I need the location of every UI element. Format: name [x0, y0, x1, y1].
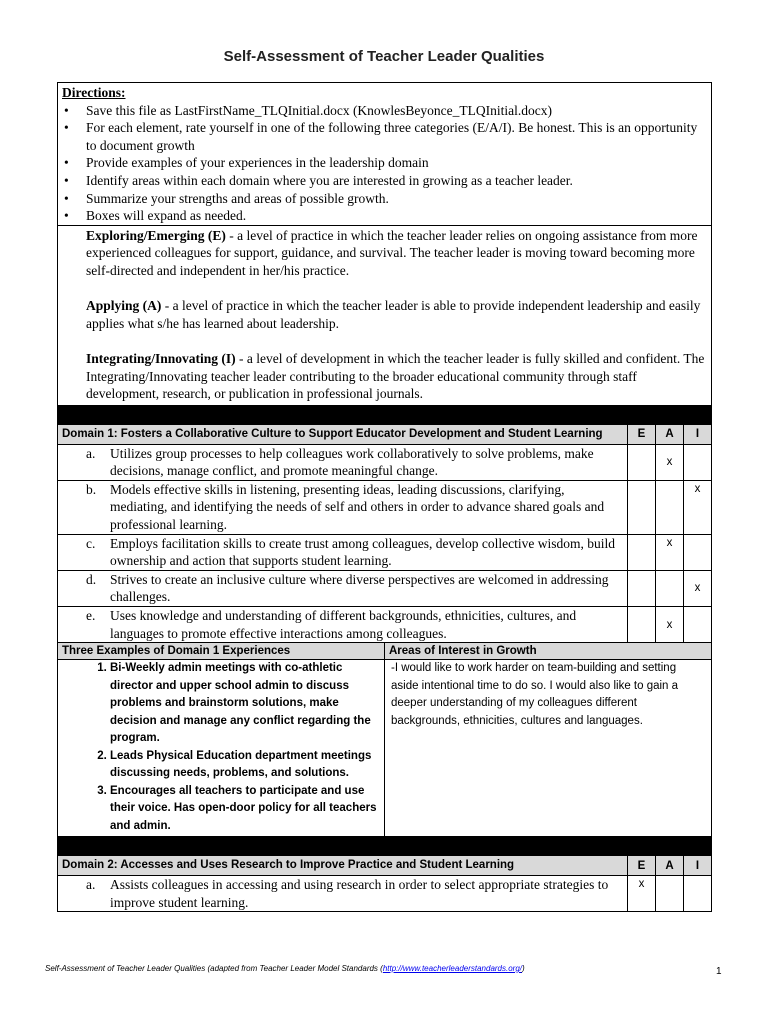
- column-i-header: I: [684, 424, 712, 444]
- domain1-item-b: b. Models effective skills in listening, presenting ideas, leading discussions, clarifying, mediating, and identifying the needs of self and others in order to advance shared goals and professional learning. x: [58, 480, 712, 534]
- rating-i-cell[interactable]: x: [684, 480, 712, 534]
- rating-e-cell[interactable]: x: [628, 876, 656, 912]
- directions-bullet: • Boxes will expand as needed.: [62, 207, 707, 225]
- rating-i-cell[interactable]: [684, 444, 712, 480]
- directions-row: [58, 83, 712, 226]
- column-a-header: A: [656, 856, 684, 876]
- domain2-title: Domain 2: Accesses and Uses Research to Improve Practice and Student Learning: [58, 856, 628, 876]
- assessment-table: [57, 82, 712, 912]
- example-item: 2. Leads Physical Education department meetings discussing needs, problems, and solutions.: [110, 748, 380, 783]
- directions-bullet: • Provide examples of your experiences in the leadership domain: [62, 154, 707, 172]
- domain1-title: Domain 1: Fosters a Collaborative Culture to Support Educator Development and Student Learning: [58, 424, 628, 444]
- definition-exploring: Exploring/Emerging (E) - a level of practice in which the teacher leader relies on ongoing assistance from more experienced colleagues for support, guidance, and survival. The teacher leader is moving toward becoming more self-directed and independent in her/his practice.: [86, 227, 698, 278]
- directions-list: [62, 102, 707, 225]
- directions-bullet: • Identify areas within each domain where you are interested in growing as a teacher leader.: [62, 172, 707, 190]
- example-item: 1. Bi-Weekly admin meetings with co-athletic director and upper school admin to discuss problems and brainstorm solutions, make decision and manage any conflict regarding the program.: [110, 660, 380, 748]
- domain1-item-c: c. Employs facilitation skills to create trust among colleagues, develop collective wisdom, build ownership and action that supports student learning. x: [58, 534, 712, 570]
- domain1-item-e: e. Uses knowledge and understanding of different backgrounds, ethnicities, cultures, and languages to promote effective interactions among colleagues. x: [58, 607, 712, 643]
- rating-e-cell[interactable]: [628, 534, 656, 570]
- separator-bar: [58, 837, 712, 856]
- rating-e-cell[interactable]: [628, 607, 656, 643]
- rating-i-cell[interactable]: x: [684, 570, 712, 606]
- definition-applying: Applying (A) - a level of practice in which the teacher leader is able to provide independent leadership and easily applies what s/he has learned about leadership.: [86, 298, 701, 331]
- domain1-item-d: d. Strives to create an inclusive culture where diverse perspectives are welcomed in addressing challenges. x: [58, 570, 712, 606]
- domain1-item-a: a. Utilizes group processes to help colleagues work collaboratively to solve problems, make decisions, manage conflict, and promote meaningful change. x: [58, 444, 712, 480]
- footer-citation: Self-Assessment of Teacher Leader Qualities (adapted from Teacher Leader Model Standards (http://www.teacherleaderstandards.org/): [45, 964, 525, 973]
- growth-text[interactable]: -I would like to work harder on team-building and setting aside intentional time to do so. I would also like to gain a deeper understanding of my colleagues different backgrounds, ethnicities, cultures and languages.: [385, 660, 712, 837]
- directions-bullet: • Save this file as LastFirstName_TLQInitial.docx (KnowlesBeyonce_TLQInitial.docx): [62, 102, 707, 120]
- rating-a-cell[interactable]: [656, 480, 684, 534]
- rating-e-cell[interactable]: [628, 444, 656, 480]
- rating-e-cell[interactable]: [628, 570, 656, 606]
- examples-list[interactable]: [58, 660, 384, 835]
- examples-heading: Three Examples of Domain 1 Experiences: [58, 643, 385, 660]
- examples-header-row: [58, 643, 712, 660]
- page-number: 1: [716, 966, 722, 977]
- column-e-header: E: [628, 424, 656, 444]
- standards-link[interactable]: http://www.teacherleaderstandards.org/: [382, 964, 523, 973]
- assessment-document: [57, 82, 711, 912]
- rating-e-cell[interactable]: [628, 480, 656, 534]
- rating-a-cell[interactable]: x: [656, 444, 684, 480]
- directions-bullet: • For each element, rate yourself in one of the following three categories (E/A/I). Be honest. This is an opportunity to document growth: [62, 119, 707, 154]
- rating-i-cell[interactable]: [684, 607, 712, 643]
- column-i-header: I: [684, 856, 712, 876]
- domain2-header-row: [58, 856, 712, 876]
- rating-a-cell[interactable]: x: [656, 534, 684, 570]
- rating-i-cell[interactable]: [684, 876, 712, 912]
- domain1-header-row: [58, 424, 712, 444]
- rating-a-cell[interactable]: [656, 876, 684, 912]
- domain2-item-a: a. Assists colleagues in accessing and using research in order to select appropriate strategies to improve student learning. x: [58, 876, 712, 912]
- examples-row: [58, 660, 712, 837]
- directions-heading: Directions:: [62, 85, 126, 100]
- column-a-header: A: [656, 424, 684, 444]
- page-title: Self-Assessment of Teacher Leader Qualities: [223, 48, 545, 65]
- separator-bar: [58, 405, 712, 424]
- definitions-row: [58, 225, 712, 405]
- rating-a-cell[interactable]: x: [656, 607, 684, 643]
- rating-i-cell[interactable]: [684, 534, 712, 570]
- growth-heading: Areas of Interest in Growth: [385, 643, 712, 660]
- column-e-header: E: [628, 856, 656, 876]
- definition-integrating: Integrating/Innovating (I) - a level of development in which the teacher leader is fully skilled and confident. The Integrating/Innovating teacher leader contributing to the broader educational community through staff development, research, or publication in professional journals.: [86, 350, 705, 402]
- example-item: 3. Encourages all teachers to participate and use their voice. Has open-door policy for all teachers and admin.: [110, 783, 380, 836]
- rating-a-cell[interactable]: [656, 570, 684, 606]
- directions-bullet: • Summarize your strengths and areas of possible growth.: [62, 190, 707, 208]
